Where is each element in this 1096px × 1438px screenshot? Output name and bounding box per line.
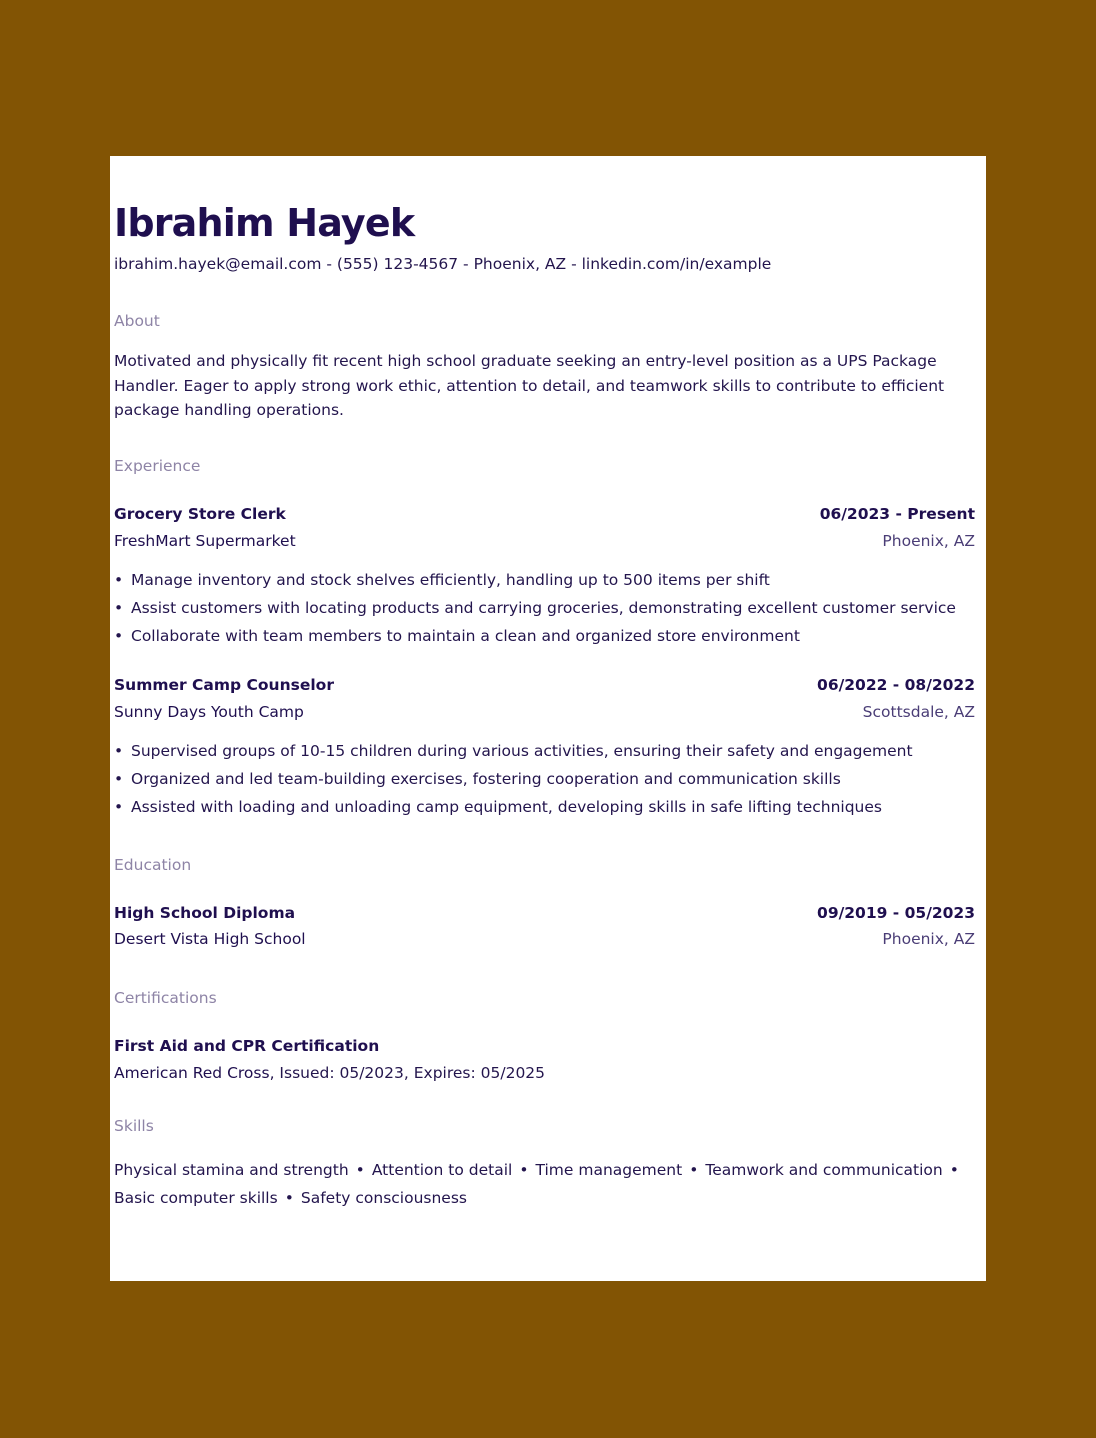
education-dates: 09/2019 - 05/2023 — [817, 904, 975, 922]
certification-issuer: American Red Cross — [114, 1064, 270, 1082]
skills-list — [114, 1156, 975, 1212]
company-name: Sunny Days Youth Camp — [114, 703, 304, 721]
skill-item: Basic computer skills — [114, 1189, 278, 1207]
candidate-name: Ibrahim Hayek — [114, 201, 415, 245]
bullet-dot: • — [114, 798, 124, 816]
bullet-dot: • — [114, 571, 124, 589]
experience-entry — [114, 504, 975, 654]
list-item: • Collaborate with team members to maintain a clean and organized store environment — [114, 627, 800, 645]
skill-item: Physical stamina and strength — [114, 1161, 349, 1179]
skill-separator: • — [689, 1161, 699, 1179]
job-bullets — [114, 741, 975, 825]
degree-title: High School Diploma — [114, 904, 296, 922]
bullet-dot: • — [114, 627, 124, 645]
skill-item: Teamwork and communication — [705, 1161, 943, 1179]
contact-line: ibrahim.hayek@email.com - (555) 123-4567 - Phoenix, AZ - linkedin.com/in/example — [114, 255, 772, 273]
job-bullets — [114, 570, 975, 654]
certifications-heading: Certifications — [114, 989, 217, 1007]
skill-separator: • — [284, 1189, 294, 1207]
skill-separator: • — [519, 1161, 529, 1179]
list-item: • Supervised groups of 10-15 children during various activities, ensuring their safety and engagement — [114, 742, 913, 760]
education-heading: Education — [114, 856, 192, 874]
skill-item: Attention to detail — [371, 1161, 513, 1179]
about-heading: About — [114, 312, 160, 330]
company-name: FreshMart Supermarket — [114, 532, 296, 550]
about-text: Motivated and physically fit recent high school graduate seeking an entry-level position as a UPS Package Handler. Eager to apply strong work ethic, attention to detail, and teamwork skills to contribute to efficient package handling operations. — [114, 352, 945, 419]
job-title: Grocery Store Clerk — [114, 505, 286, 523]
skill-separator: • — [949, 1161, 959, 1179]
certification-name: First Aid and CPR Certification — [114, 1037, 380, 1055]
certification-dates: , Issued: 05/2023, Expires: 05/2025 — [269, 1064, 546, 1082]
bullet-dot: • — [114, 770, 124, 788]
experience-entry — [114, 675, 975, 825]
bullet-dot: • — [114, 599, 124, 617]
school-location: Phoenix, AZ — [882, 930, 975, 948]
list-item: • Manage inventory and stock shelves efficiently, handling up to 500 items per shift — [114, 571, 770, 589]
resume-page — [110, 156, 986, 1281]
skill-item: Time management — [535, 1161, 683, 1179]
certification-details — [114, 1063, 975, 1083]
experience-heading: Experience — [114, 457, 201, 475]
education-entry — [114, 903, 975, 956]
bullet-dot: • — [114, 742, 124, 760]
certification-entry — [114, 1036, 975, 1083]
job-location: Phoenix, AZ — [882, 532, 975, 550]
skills-heading: Skills — [114, 1117, 154, 1135]
job-location: Scottsdale, AZ — [862, 703, 975, 721]
job-title: Summer Camp Counselor — [114, 676, 334, 694]
list-item: • Assist customers with locating products and carrying groceries, demonstrating excellent customer service — [114, 599, 956, 617]
skill-separator: • — [355, 1161, 365, 1179]
skill-item: Safety consciousness — [300, 1189, 467, 1207]
school-name: Desert Vista High School — [114, 930, 306, 948]
list-item: • Assisted with loading and unloading camp equipment, developing skills in safe lifting techniques — [114, 798, 882, 816]
job-dates: 06/2022 - 08/2022 — [817, 676, 975, 694]
job-dates: 06/2023 - Present — [819, 505, 975, 523]
list-item: • Organized and led team-building exercises, fostering cooperation and communication skills — [114, 770, 841, 788]
